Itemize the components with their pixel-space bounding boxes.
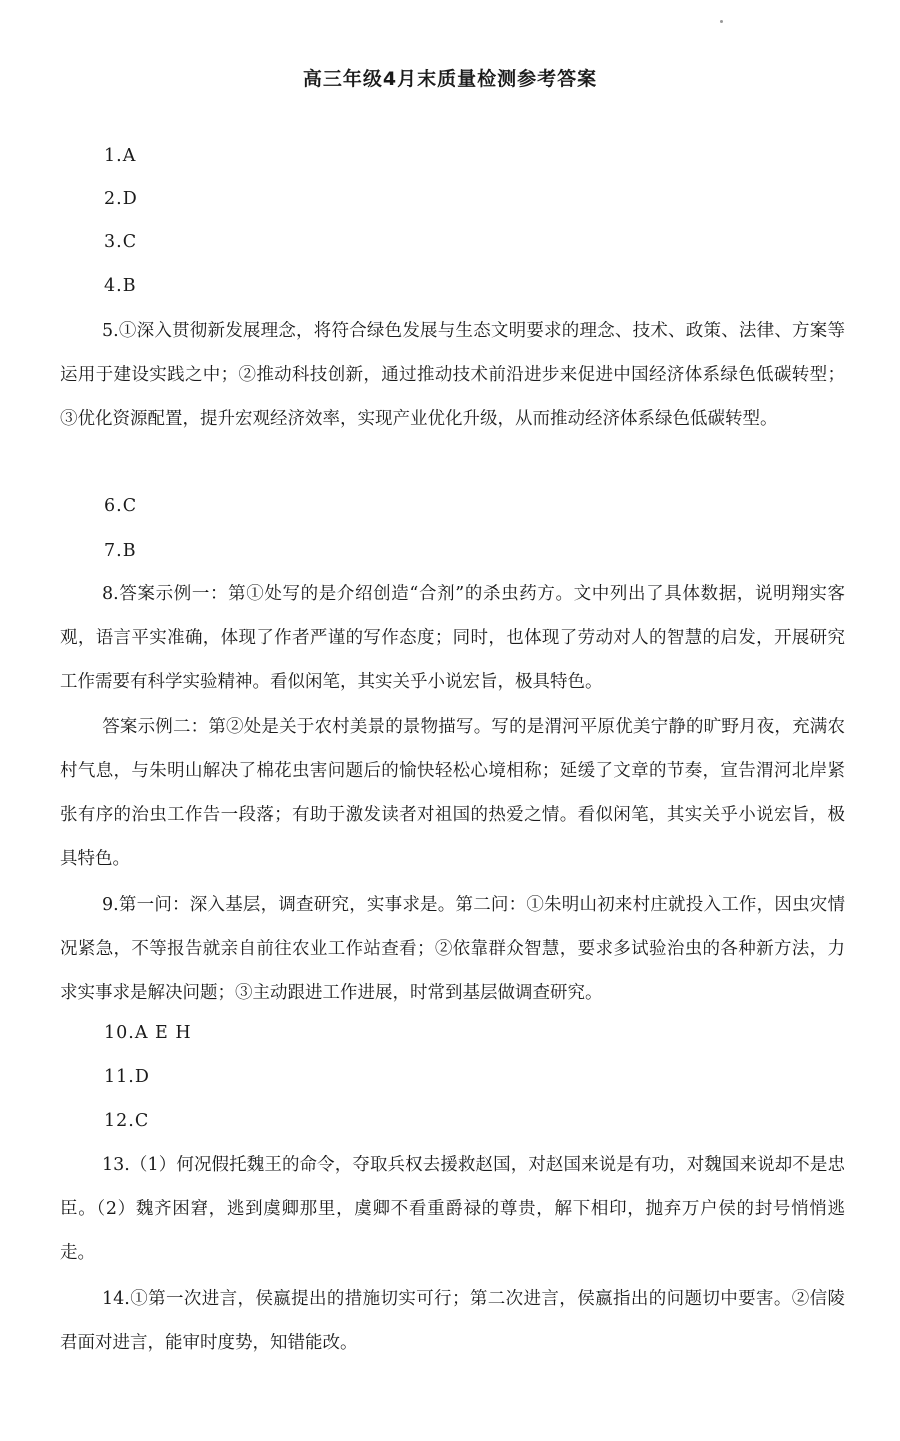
answer-1: 1.A [104, 146, 137, 166]
answer-9 [60, 883, 845, 1015]
answer-9-text: 9.第一问：深入基层，调查研究，实事求是。第二问：①朱明山初来村庄就投入工作，因虫灾情况紧急，不等报告就亲自前往农业工作站查看；②依靠群众智慧，要求多试验治虫的各种新方法，力求实事求是解决问题；③主动跟进工作进展，时常到基层做调查研究。 [60, 895, 845, 1003]
answer-4: 4.B [104, 276, 137, 296]
answer-7: 7.B [104, 541, 137, 561]
answer-3: 3.C [104, 232, 138, 252]
answer-13 [60, 1143, 845, 1275]
answer-2: 2.D [104, 189, 138, 209]
scan-speck [720, 20, 723, 23]
answer-5-text: 5.①深入贯彻新发展理念，将符合绿色发展与生态文明要求的理念、技术、政策、法律、方案等运用于建设实践之中；②推动科技创新，通过推动技术前沿进步来促进中国经济体系绿色低碳转型；③优化资源配置，提升宏观经济效率，实现产业优化升级，从而推动经济体系绿色低碳转型。 [60, 321, 845, 429]
answer-11: 11.D [104, 1067, 150, 1087]
answer-6: 6.C [104, 496, 138, 516]
answer-8-example-2 [60, 705, 845, 881]
answer-8-example-1 [60, 572, 845, 704]
answer-10: 10.A E H [104, 1023, 192, 1043]
answer-13-text: 13.（1）何况假托魏王的命令，夺取兵权去援救赵国，对赵国来说是有功，对魏国来说却不是忠臣。（2）魏齐困窘，逃到虞卿那里，虞卿不看重爵禄的尊贵，解下相印，抛弃万户侯的封号悄悄逃走。 [60, 1155, 845, 1263]
answer-8-example-1-text: 8.答案示例一：第①处写的是介绍创造“合剂”的杀虫药方。文中列出了具体数据，说明翔实客观，语言平实准确，体现了作者严谨的写作态度；同时，也体现了劳动对人的智慧的启发，开展研究工作需要有科学实验精神。看似闲笔，其实关乎小说宏旨，极具特色。 [60, 584, 845, 692]
answer-5 [60, 309, 845, 441]
answer-14-text: 14.①第一次进言，侯嬴提出的措施切实可行；第二次进言，侯嬴指出的问题切中要害。②信陵君面对进言，能审时度势，知错能改。 [60, 1289, 845, 1353]
answer-8-example-2-text: 答案示例二：第②处是关于农村美景的景物描写。写的是渭河平原优美宁静的旷野月夜，充满农村气息，与朱明山解决了棉花虫害问题后的愉快轻松心境相称；延缓了文章的节奏，宣告渭河北岸紧张有序的治虫工作告一段落；有助于激发读者对祖国的热爱之情。看似闲笔，其实关乎小说宏旨，极具特色。 [60, 717, 845, 869]
answer-12: 12.C [104, 1111, 150, 1131]
answer-14 [60, 1277, 845, 1365]
page-title: 高三年级4月末质量检测参考答案 [302, 68, 598, 90]
